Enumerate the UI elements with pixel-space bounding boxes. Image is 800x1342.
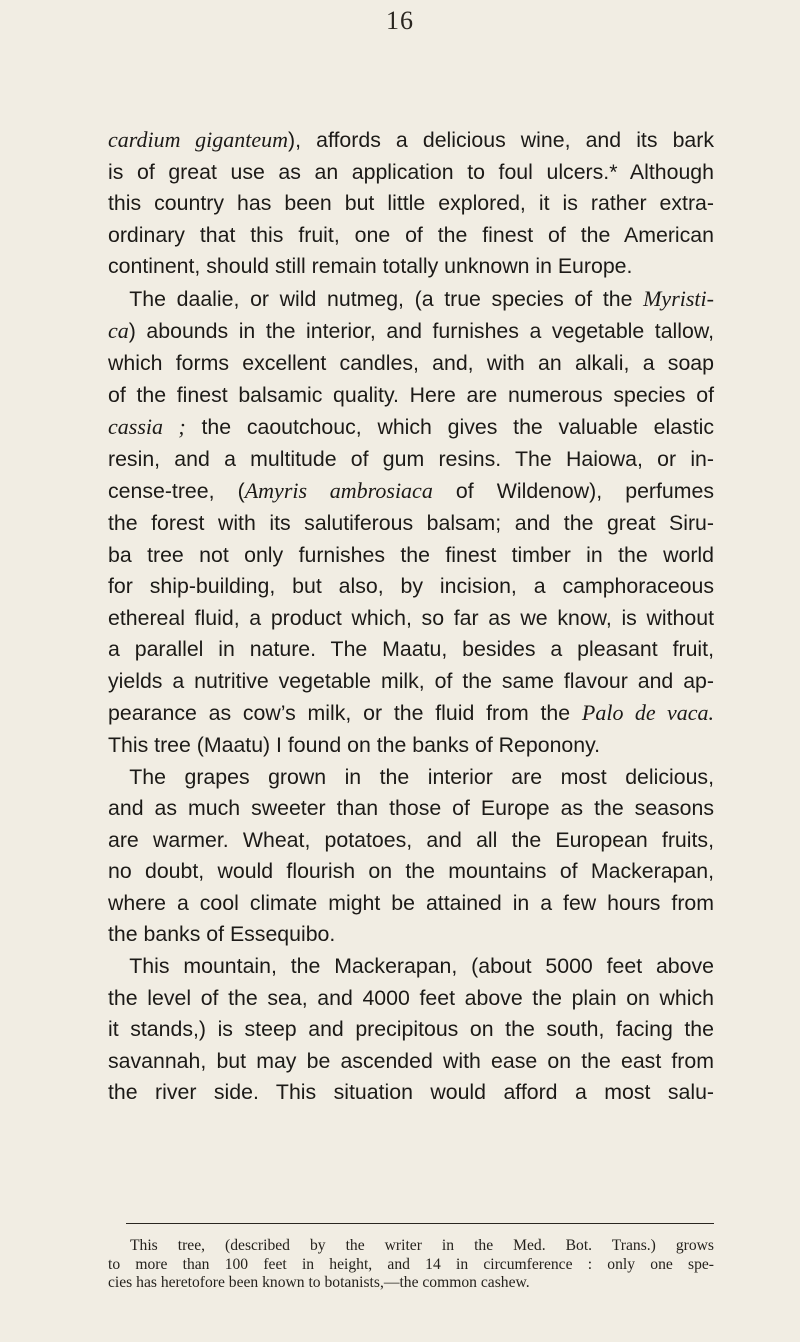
text-segment: and as much sweeter than those of Europe as the seasons: [108, 796, 714, 821]
italic-text: Amyris ambrosiaca: [244, 478, 433, 504]
italic-text: Myristi-: [643, 285, 714, 311]
text-segment: resin, and a multitude of gum resins. The Haiowa, or in-: [108, 446, 714, 471]
text-line: [108, 634, 714, 666]
text-segment: no doubt, would flourish on the mountains of Mackerapan,: [108, 859, 714, 884]
text-segment: ba tree not only furnishes the finest timber in the world: [108, 542, 714, 567]
text-line: [108, 411, 714, 444]
footnote-line: This tree, (described by the writer in the Med. Bot. Trans.) grows: [130, 1237, 714, 1254]
text-segment: pearance as cow’s milk, or the fluid from the: [108, 701, 582, 726]
text-line: [108, 348, 714, 380]
text-line: [108, 124, 714, 157]
text-segment: The grapes grown in the interior are most delicious,: [108, 764, 714, 789]
text-segment: of Wildenow), perfumes: [432, 479, 714, 504]
body-text: [108, 124, 714, 1109]
text-line: [108, 571, 714, 603]
text-segment: of the finest balsamic quality. Here are numerous species of: [108, 382, 714, 407]
text-line: [108, 762, 714, 794]
text-line: [108, 919, 714, 951]
footnote-line: to more than 100 feet in height, and 14 in circumference : only one spe-: [108, 1255, 714, 1273]
text-line: [108, 508, 714, 540]
text-line: [108, 380, 714, 412]
text-segment: The daalie, or wild nutmeg, (a true species of the: [108, 286, 644, 311]
text-segment: is of great use as an application to foul ulcers.* Although: [108, 159, 714, 184]
text-segment: it stands,) is steep and precipitous on the south, facing the: [108, 1017, 714, 1042]
text-line: [108, 951, 714, 983]
text-segment: ), affords a delicious wine, and its bark: [288, 128, 714, 152]
italic-text: ca: [108, 318, 129, 344]
text-segment: for ship-building, but also, by incision, a camphoraceous: [108, 574, 714, 599]
text-line: [108, 540, 714, 572]
text-line: [108, 888, 714, 920]
text-segment: which forms excellent candles, and, with an alkali, a soap: [108, 351, 714, 376]
italic-text: cardium giganteum: [108, 127, 289, 152]
text-line: [108, 856, 714, 888]
text-line: [108, 251, 714, 283]
text-segment: a parallel in nature. The Maatu, besides a pleasant fruit,: [108, 637, 714, 662]
text-segment: cense-tree, (: [108, 479, 245, 504]
text-segment: the banks of Essequibo.: [108, 922, 336, 947]
text-segment: the caoutchouc, which gives the valuable elastic: [185, 415, 715, 440]
text-line: [108, 220, 714, 252]
text-segment: ordinary that this fruit, one of the finest of the American: [108, 222, 714, 247]
footnote: [108, 1237, 714, 1293]
text-line: [108, 983, 714, 1015]
text-line: [108, 188, 714, 220]
italic-text: cassia ;: [108, 414, 186, 440]
text-segment: ethereal fluid, a product which, so far as we know, is without: [108, 605, 714, 630]
text-line: [108, 697, 714, 730]
text-line: [108, 1014, 714, 1046]
text-line: [108, 157, 714, 189]
text-line: [108, 666, 714, 698]
text-line: [108, 444, 714, 476]
footnote-rule: [126, 1223, 714, 1224]
text-line: [108, 1077, 714, 1109]
footnote-line: cies has heretofore been known to botanists,—the common cashew.: [108, 1274, 530, 1291]
text-segment: continent, should still remain totally unknown in Europe.: [108, 254, 633, 279]
text-segment: This mountain, the Mackerapan, (about 5000 feet above: [108, 954, 714, 979]
text-segment: are warmer. Wheat, potatoes, and all the European fruits,: [108, 827, 714, 852]
text-line: [108, 730, 714, 762]
text-segment: This tree (Maatu) I found on the banks of Reponony.: [108, 732, 601, 757]
text-line: [108, 603, 714, 635]
text-segment: the forest with its salutiferous balsam; and the great Siru-: [108, 510, 714, 535]
text-line: [108, 283, 714, 316]
italic-text: Palo de vaca.: [581, 700, 714, 726]
text-segment: the level of the sea, and 4000 feet above the plain on which: [108, 985, 714, 1010]
text-line: [108, 1046, 714, 1078]
text-line: [108, 793, 714, 825]
text-line: [108, 475, 714, 508]
text-segment: where a cool climate might be attained in a few hours from: [108, 890, 714, 915]
text-segment: this country has been but little explored, it is rather extra-: [108, 191, 714, 216]
page-number: 16: [386, 6, 414, 35]
text-line: [108, 825, 714, 857]
text-segment: yields a nutritive vegetable milk, of the same flavour and ap-: [108, 668, 714, 693]
text-segment: savannah, but may be ascended with ease on the east from: [108, 1048, 714, 1073]
text-segment: ) abounds in the interior, and furnishes a vegetable tallow,: [128, 319, 714, 344]
text-segment: the river side. This situation would afford a most salu-: [108, 1080, 714, 1105]
text-line: [108, 315, 714, 348]
